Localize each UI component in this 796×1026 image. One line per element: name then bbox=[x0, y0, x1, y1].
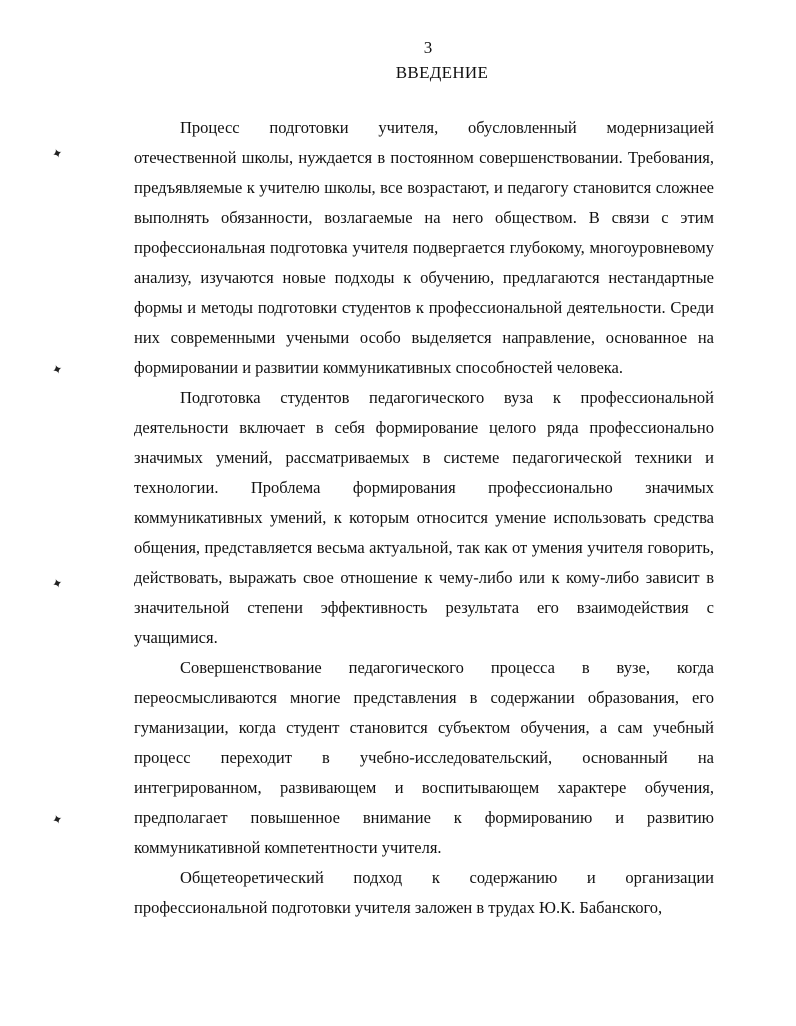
binding-hole-mark: ✦ bbox=[49, 144, 65, 163]
document-body bbox=[134, 113, 714, 923]
paragraph: Совершенствование педагогического процесса в вузе, когда переосмысливаются многие представления в содержании образования, его гуманизации, когда студент становится субъектом обучения, а сам учебный процесс переходит в учебно-исследовательский, основанный на интегрированном, развивающем и воспитывающем характере обучения, предполагает повышенное внимание к формированию и развитию коммуникативной компетентности учителя. bbox=[134, 658, 714, 857]
binding-hole-mark: ✦ bbox=[49, 574, 65, 593]
binding-hole-mark: ✦ bbox=[49, 810, 65, 829]
paragraph: Общетеоретический подход к содержанию и организации профессиональной подготовки учителя заложен в трудах Ю.К. Бабанского, bbox=[134, 868, 714, 917]
binding-hole-mark: ✦ bbox=[49, 360, 65, 379]
paragraph: Процесс подготовки учителя, обусловленный модернизацией отечественной школы, нуждается в постоянном совершенствовании. Требования, предъявляемые к учителю школы, все возрастают, и педагогу становится сложнее выполнять обязанности, возлагаемые на него обществом. В связи с этим профессиональная подготовка учителя подвергается глубокому, многоуровневому анализу, изучаются новые подходы к обучению, предлагаются нестандартные формы и методы подготовки студентов к профессиональной деятельности. Среди них современными учеными особо выделяется направление, основанное на формировании и развитии коммуникативных способностей человека. bbox=[134, 118, 714, 377]
page-number: 3 bbox=[423, 38, 433, 57]
paragraph: Подготовка студентов педагогического вуза к профессиональной деятельности включает в себя формирование целого ряда профессионально значимых умений, рассматриваемых в системе педагогической техники и технологии. Проблема формирования профессионально значимых коммуникативных умений, к которым относится умение использовать средства общения, представляется весьма актуальной, так как от умения учителя говорить, действовать, выражать свое отношение к чему-либо или к кому-либо зависит в значительной степени эффективность результата его взаимодействия с учащимися. bbox=[134, 388, 714, 647]
page-heading: ВВЕДЕНИЕ bbox=[395, 63, 489, 82]
